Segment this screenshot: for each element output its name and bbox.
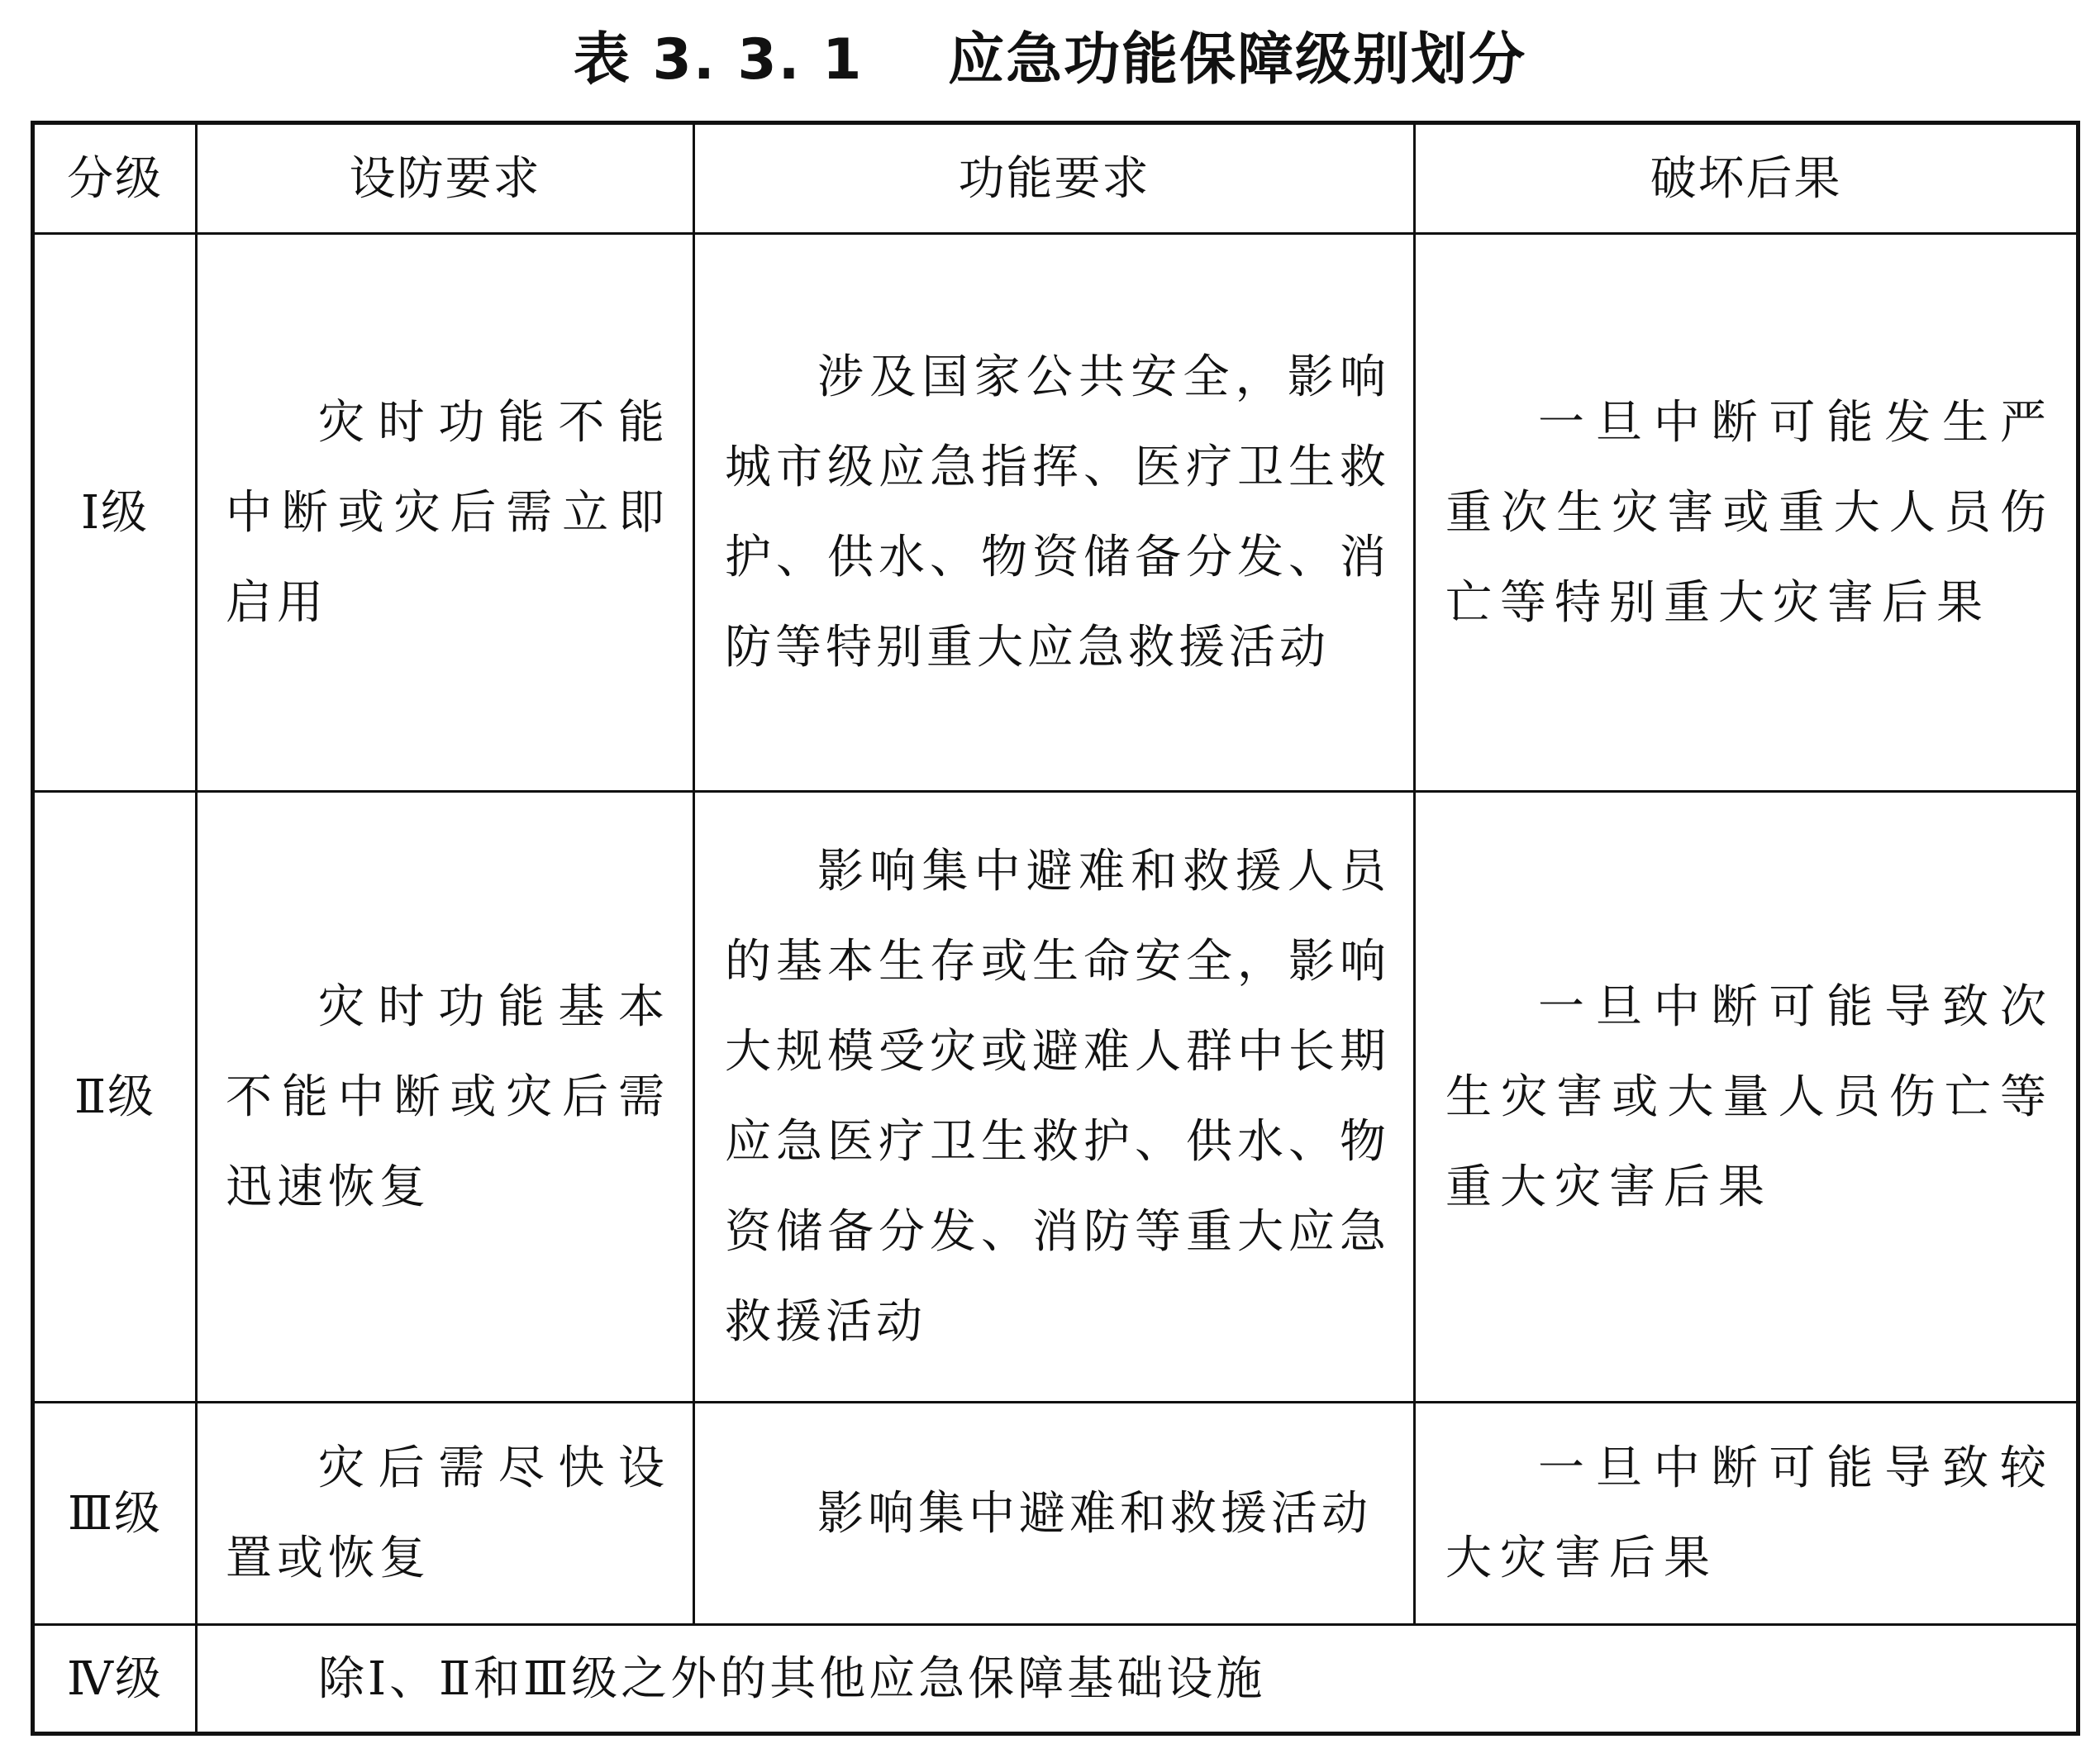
- grade-cell: Ⅲ级: [33, 1403, 197, 1625]
- header-grade: 分级: [33, 123, 197, 234]
- table-title: 表 3. 3. 1 应急功能保障级别划分: [573, 27, 1527, 93]
- grade-cell: Ⅳ级: [33, 1625, 197, 1734]
- table-row: [33, 1403, 2079, 1625]
- merged-description-cell: 除Ⅰ、Ⅱ和Ⅲ级之外的其他应急保障基础设施: [197, 1625, 2079, 1734]
- table-row: [33, 792, 2079, 1403]
- consequence-cell: 一旦中断可能导致较大灾害后果: [1415, 1403, 2079, 1625]
- grade-cell: Ⅱ级: [33, 792, 197, 1403]
- emergency-grade-table: [31, 121, 2080, 1736]
- consequence-cell: 一旦中断可能导致次生灾害或大量人员伤亡等重大灾害后果: [1415, 792, 2079, 1403]
- function-cell: 影响集中避难和救援人员的基本生存或生命安全，影响大规模受灾或避难人群中长期应急医疗卫生救护、供水、物资储备分发、消防等重大应急救援活动: [694, 792, 1415, 1403]
- defense-cell: 灾后需尽快设置或恢复: [197, 1403, 694, 1625]
- defense-cell: 灾时功能基本不能中断或灾后需迅速恢复: [197, 792, 694, 1403]
- table-row: [33, 234, 2079, 792]
- header-damage-consequence: 破坏后果: [1415, 123, 2079, 234]
- defense-cell: 灾时功能不能中断或灾后需立即启用: [197, 234, 694, 792]
- header-function-requirement: 功能要求: [694, 123, 1415, 234]
- function-cell: 涉及国家公共安全，影响城市级应急指挥、医疗卫生救护、供水、物资储备分发、消防等特别重大应急救援活动: [694, 234, 1415, 792]
- grade-cell: Ⅰ级: [33, 234, 197, 792]
- consequence-cell: 一旦中断可能发生严重次生灾害或重大人员伤亡等特别重大灾害后果: [1415, 234, 2079, 792]
- table-row: [33, 1625, 2079, 1734]
- table-header-row: [33, 123, 2079, 234]
- function-cell: 影响集中避难和救援活动: [694, 1403, 1415, 1625]
- header-defense-requirement: 设防要求: [197, 123, 694, 234]
